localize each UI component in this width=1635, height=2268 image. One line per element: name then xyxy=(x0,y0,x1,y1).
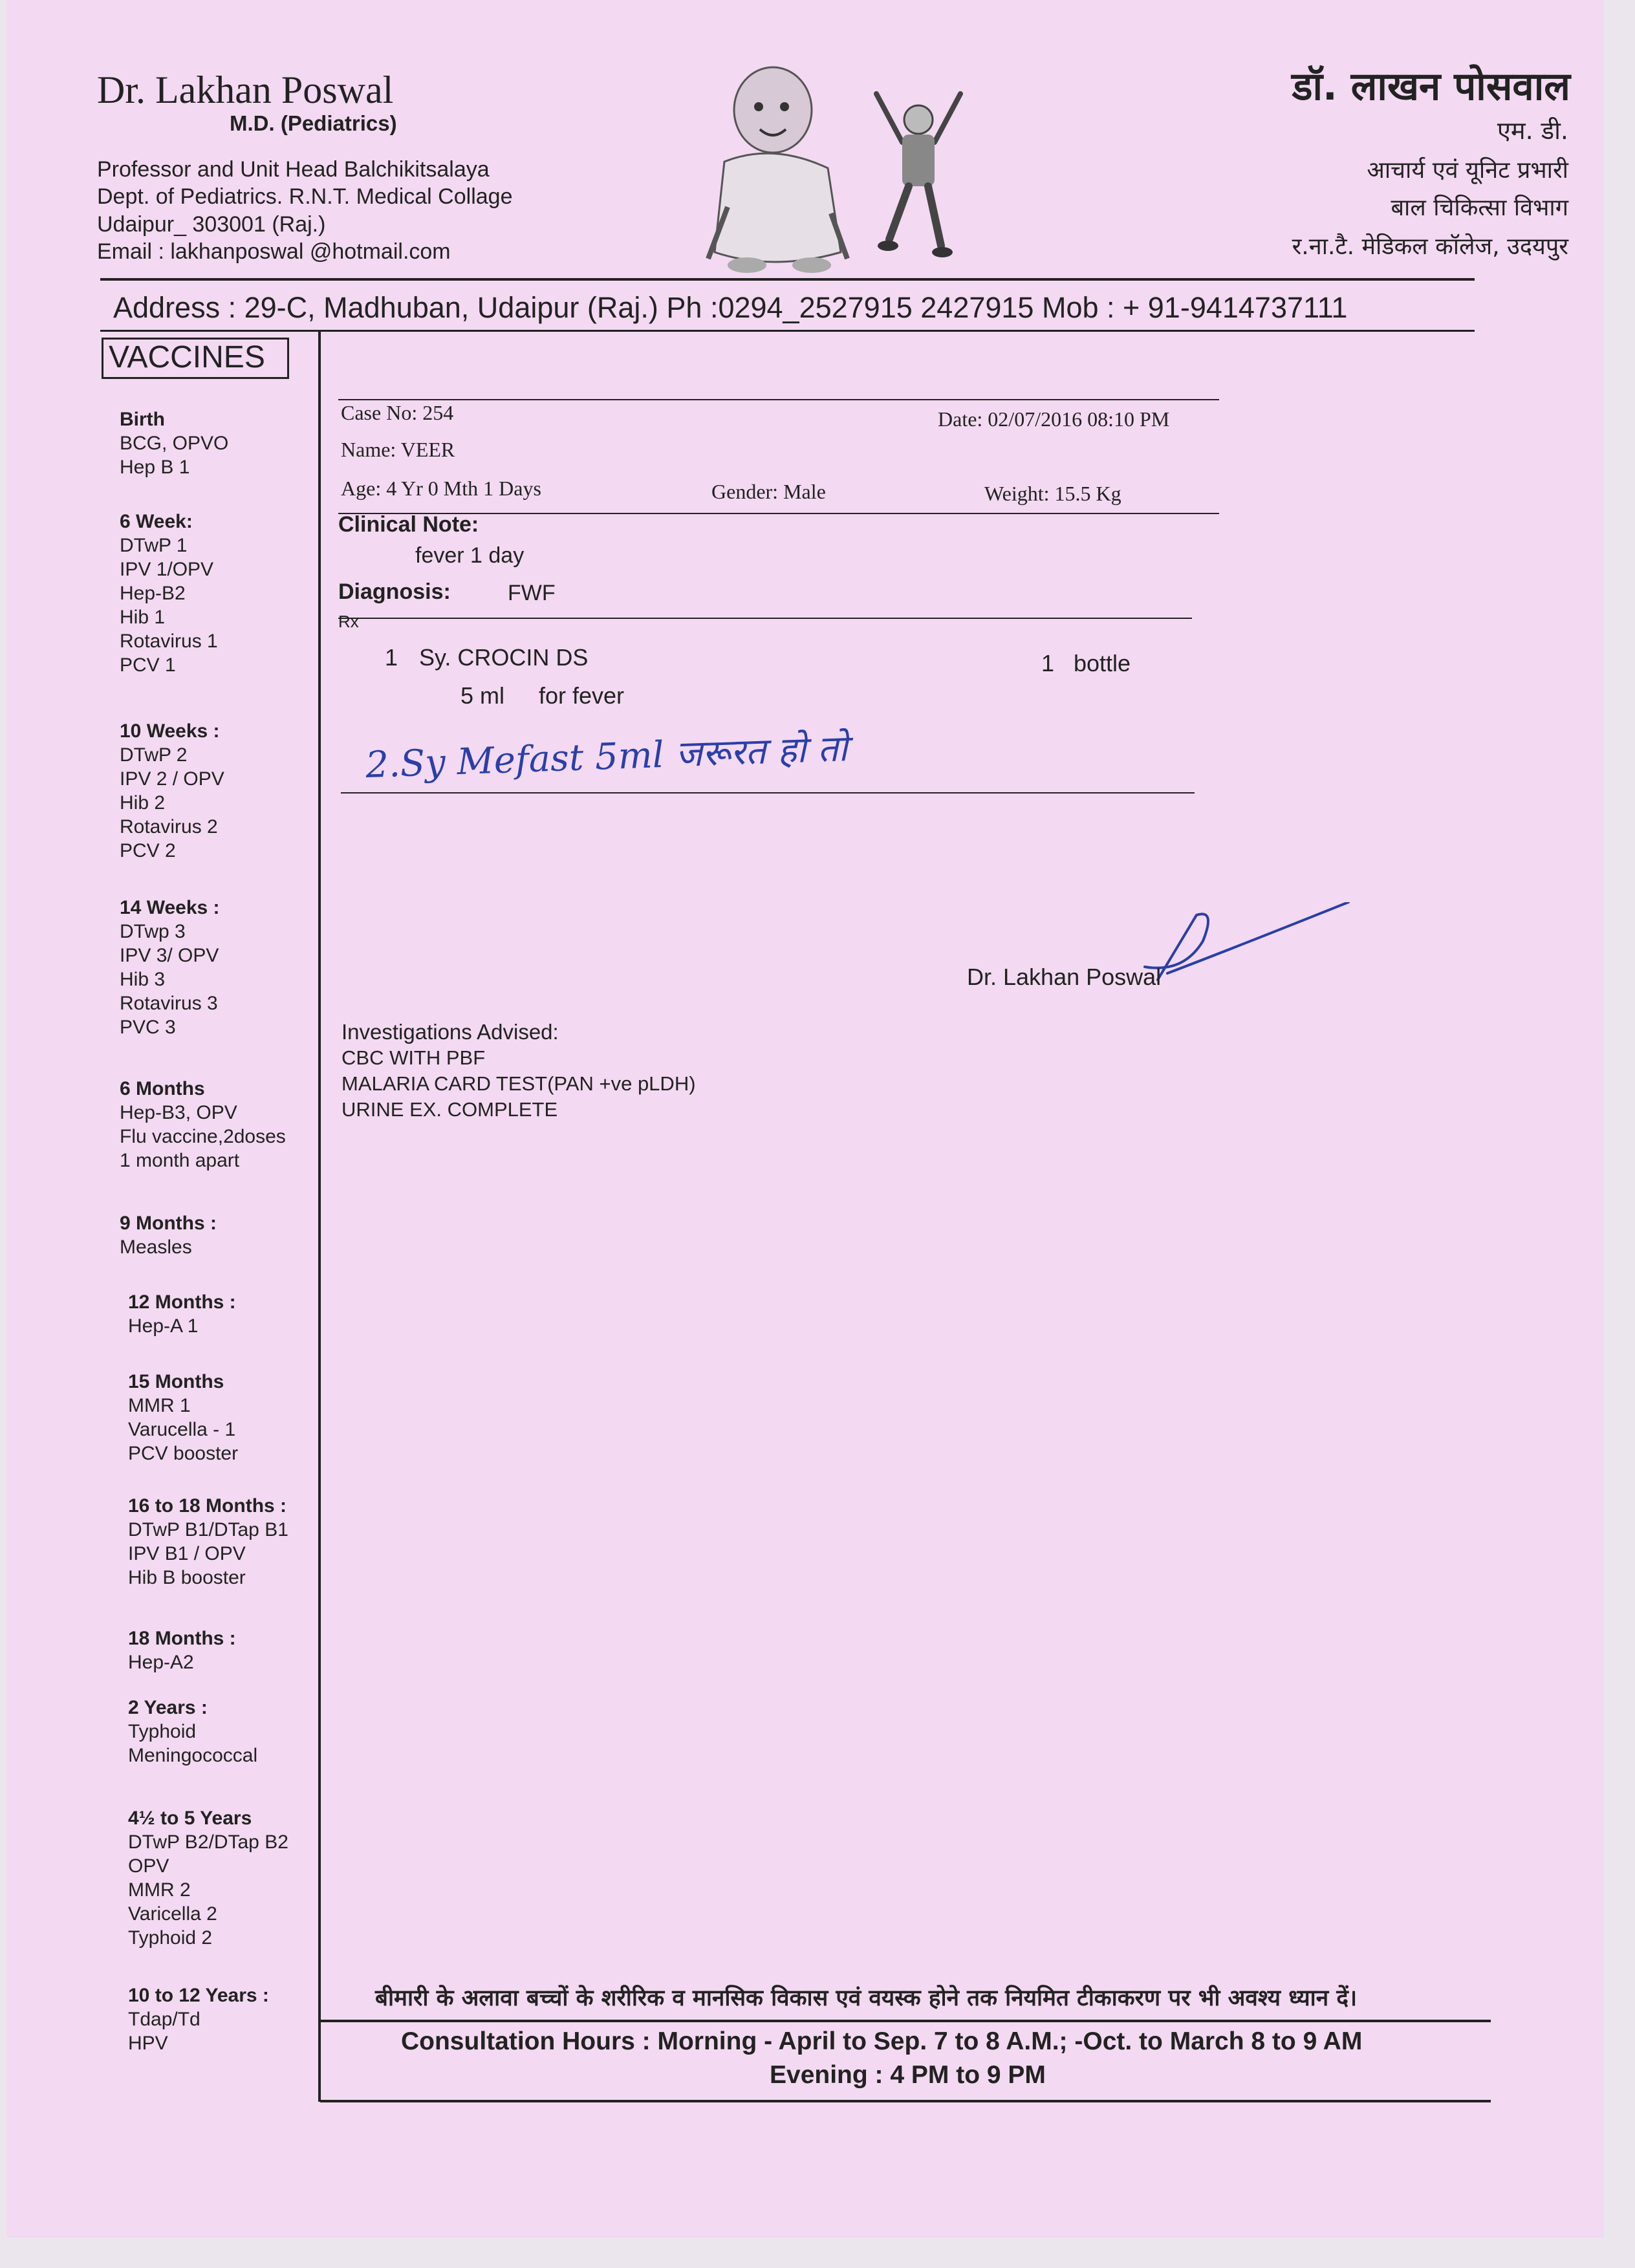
vaccine-item: Rotavirus 3 xyxy=(120,993,218,1014)
vaccine-group-heading: 15 Months xyxy=(128,1371,224,1392)
vaccine-group-heading: 6 Months xyxy=(120,1078,205,1099)
title-line-3: Udaipur_ 303001 (Raj.) xyxy=(97,212,326,237)
vaccine-item: Hep-A 1 xyxy=(128,1315,199,1337)
vaccine-group xyxy=(120,896,220,1039)
clinical-note-text: fever 1 day xyxy=(415,543,525,568)
doctor-name-en: Dr. Lakhan Poswal xyxy=(97,69,394,111)
rx-dose: 5 ml xyxy=(460,682,505,709)
vaccine-item: DTwp 3 xyxy=(120,921,186,942)
vaccine-item: Varicella 2 xyxy=(128,1903,217,1925)
vaccine-group-heading: Birth xyxy=(120,409,165,430)
patient-gender: Gender: Male xyxy=(711,480,826,503)
investigation-item: URINE EX. COMPLETE xyxy=(341,1098,558,1121)
vaccines-title-box xyxy=(102,338,289,379)
vaccine-item: DTwP B1/DTap B1 xyxy=(128,1519,288,1540)
date: Date: 02/07/2016 08:10 PM xyxy=(938,407,1170,431)
rx-drug: Sy. CROCIN DS xyxy=(419,644,589,671)
vaccine-item: 1 month apart xyxy=(120,1150,240,1171)
vaccine-item: Typhoid 2 xyxy=(128,1927,213,1949)
vaccine-group xyxy=(128,1983,269,2055)
email: Email : lakhanposwal @hotmail.com xyxy=(97,239,451,264)
vaccine-item: Flu vaccine,2doses xyxy=(120,1126,286,1147)
vaccines-column-divider xyxy=(318,331,321,2102)
vaccine-item: PCV 2 xyxy=(120,840,176,861)
address-bottom-rule xyxy=(100,330,1475,332)
handwritten-rx: 2.Sy Mefast 5ml जरूरत हो तो xyxy=(365,728,849,786)
rx-label: Rx xyxy=(338,612,359,631)
vaccine-item: PCV 1 xyxy=(120,654,176,676)
investigations-label: Investigations Advised: xyxy=(341,1020,559,1044)
vaccine-item: Hep-B3, OPV xyxy=(120,1102,237,1123)
address-top-rule xyxy=(100,278,1475,281)
rx-rule xyxy=(338,618,1192,619)
vaccine-group-heading: 9 Months : xyxy=(120,1213,217,1234)
vaccine-item: Hep-A2 xyxy=(128,1652,194,1673)
footer-bottom-rule xyxy=(320,2100,1491,2102)
vaccine-group-heading: 10 Weeks : xyxy=(120,720,220,742)
baby-photo xyxy=(702,65,854,278)
clinical-note-label: Clinical Note: xyxy=(338,512,479,537)
vaccine-group xyxy=(120,1077,286,1172)
footer-rule xyxy=(320,2020,1491,2022)
vaccine-item: OPV xyxy=(128,1855,169,1877)
signature-name: Dr. Lakhan Poswal xyxy=(967,964,1162,990)
vaccine-item: DTwP B2/DTap B2 xyxy=(128,1831,288,1853)
case-no: Case No: 254 xyxy=(341,401,454,424)
vaccine-group xyxy=(128,1696,257,1767)
vaccine-item: MMR 2 xyxy=(128,1879,191,1901)
vaccine-group xyxy=(120,510,218,677)
vaccine-item: IPV 2 / OPV xyxy=(120,768,224,790)
vaccine-item: IPV B1 / OPV xyxy=(128,1543,246,1564)
vaccine-item: MMR 1 xyxy=(128,1395,191,1416)
vaccine-item: IPV 1/OPV xyxy=(120,559,214,580)
vaccine-group-heading: 2 Years : xyxy=(128,1697,208,1718)
rx-instruction: for fever xyxy=(539,682,625,709)
rx-unit: bottle xyxy=(1074,650,1131,676)
vaccine-item: Measles xyxy=(120,1237,192,1258)
vaccine-group-heading: 16 to 18 Months : xyxy=(128,1495,287,1517)
vaccine-group xyxy=(128,1626,236,1674)
vaccine-group xyxy=(128,1806,288,1950)
address: Address : 29-C, Madhuban, Udaipur (Raj.) Ph :0294_2527915 2427915 Mob : + 91-9414737111 xyxy=(113,291,1348,324)
vaccine-group xyxy=(128,1290,236,1338)
vaccine-group xyxy=(128,1494,288,1590)
vaccine-item: Tdap/Td xyxy=(128,2009,200,2030)
vaccine-item: Rotavirus 1 xyxy=(120,631,218,652)
title-hi-2: बाल चिकित्सा विभाग xyxy=(1391,195,1568,221)
patient-age: Age: 4 Yr 0 Mth 1 Days xyxy=(341,477,541,500)
vaccine-item: BCG, OPVO xyxy=(120,433,229,454)
vaccine-item: Meningococcal xyxy=(128,1745,258,1766)
degree-en: M.D. (Pediatrics) xyxy=(230,111,397,135)
rx-qty: 1 xyxy=(1041,650,1055,676)
jumping-child-photo xyxy=(863,91,973,272)
diagnosis-label: Diagnosis: xyxy=(338,579,451,604)
vaccine-item: Hib 2 xyxy=(120,792,166,814)
title-hi-1: आचार्य एवं यूनिट प्रभारी xyxy=(1367,157,1568,184)
vaccine-item: PCV booster xyxy=(128,1443,239,1464)
vaccine-item: Hep B 1 xyxy=(120,457,190,478)
vaccines-title: VACCINES xyxy=(109,340,265,374)
vaccine-item: DTwP 2 xyxy=(120,744,188,766)
title-hi-3: र.ना.टै. मेडिकल कॉलेज, उदयपुर xyxy=(1292,233,1568,260)
title-line-1: Professor and Unit Head Balchikitsalaya xyxy=(97,157,490,182)
vaccine-item: PVC 3 xyxy=(120,1017,176,1038)
vaccine-group xyxy=(120,719,224,863)
vaccine-item: Hib B booster xyxy=(128,1567,246,1588)
rx-item-number: 1 xyxy=(385,644,398,671)
consultation-hours-1: Consultation Hours : Morning - April to Sep. 7 to 8 A.M.; -Oct. to March 8 to 9 AM xyxy=(401,2027,1363,2055)
doctor-name-hi: डॉ. लाखन पोसवाल xyxy=(1292,64,1570,109)
title-line-2: Dept. of Pediatrics. R.N.T. Medical Collage xyxy=(97,184,513,209)
footer-hindi-note: बीमारी के अलावा बच्चों के शरीरिक व मानसिक विकास एवं वयस्क होने तक नियमित टीकाकरण पर भी अवश्य ध्यान दें। xyxy=(375,1985,1358,2011)
vaccine-item: Hib 3 xyxy=(120,969,166,990)
vaccine-group-heading: 6 Week: xyxy=(120,511,193,532)
vaccine-item: DTwP 1 xyxy=(120,535,188,556)
vaccine-group-heading: 14 Weeks : xyxy=(120,897,220,918)
degree-hi: एम. डी. xyxy=(1497,116,1568,145)
vaccine-group-heading: 10 to 12 Years : xyxy=(128,1985,269,2006)
vaccine-item: Hib 1 xyxy=(120,607,166,628)
patient-name: Name: VEER xyxy=(341,438,455,461)
patient-top-rule xyxy=(338,399,1219,400)
prescription-sheet xyxy=(6,0,1604,2238)
vaccine-group-heading: 4½ to 5 Years xyxy=(128,1808,252,1829)
investigation-item: CBC WITH PBF xyxy=(341,1046,486,1069)
rx-end-rule xyxy=(341,792,1195,794)
vaccine-group xyxy=(120,1211,217,1259)
vaccine-item: HPV xyxy=(128,2033,168,2054)
consultation-hours-2: Evening : 4 PM to 9 PM xyxy=(770,2061,1046,2089)
patient-weight: Weight: 15.5 Kg xyxy=(984,482,1121,505)
vaccine-group-heading: 18 Months : xyxy=(128,1628,236,1649)
vaccine-group xyxy=(120,407,228,479)
diagnosis-text: FWF xyxy=(508,581,556,605)
vaccine-item: Rotavirus 2 xyxy=(120,816,218,837)
vaccine-item: IPV 3/ OPV xyxy=(120,945,219,966)
vaccine-item: Typhoid xyxy=(128,1721,197,1742)
vaccine-item: Varucella - 1 xyxy=(128,1419,236,1440)
vaccine-item: Hep-B2 xyxy=(120,583,186,604)
vaccine-group xyxy=(128,1370,238,1465)
investigation-item: MALARIA CARD TEST(PAN +ve pLDH) xyxy=(341,1072,696,1095)
vaccine-group-heading: 12 Months : xyxy=(128,1291,236,1313)
